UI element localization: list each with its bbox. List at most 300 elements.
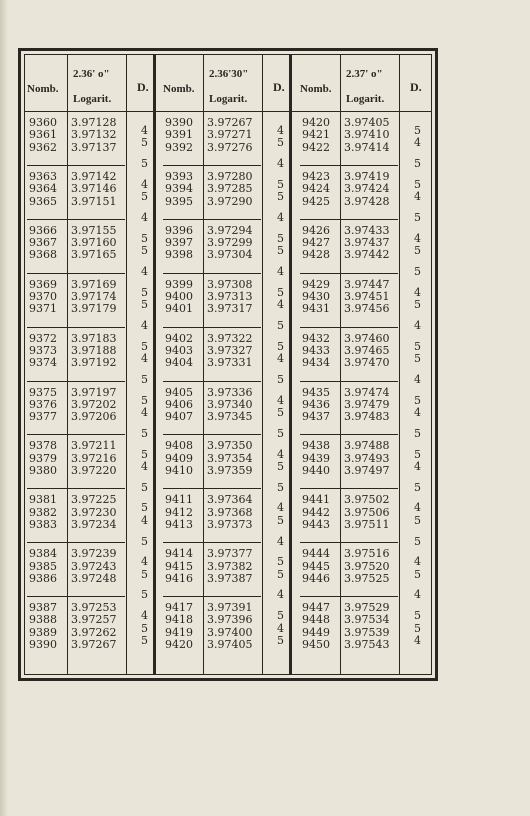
column-rule: [126, 55, 127, 674]
difference-cell: 5: [141, 339, 148, 353]
difference-cell: 5: [141, 501, 148, 515]
logarithm-cell: 3.97146: [71, 182, 117, 196]
group-rule: [163, 165, 261, 166]
group-rule: [27, 327, 125, 328]
column-rule: [67, 55, 68, 674]
difference-cell: 5: [414, 480, 421, 494]
logarithm-cell: 3.97373: [207, 517, 253, 531]
difference-cell: 5: [414, 211, 421, 225]
difference-cell: 4: [141, 459, 148, 473]
nomb-cell: 9385: [29, 559, 57, 573]
difference-cell: 4: [141, 555, 148, 569]
difference-cell: 5: [414, 393, 421, 407]
column-header-logarit: Logarit.: [209, 93, 248, 105]
group-rule: [27, 542, 125, 543]
group-rule: [27, 219, 125, 220]
difference-cell: 5: [141, 447, 148, 461]
group-rule: [27, 488, 125, 489]
group-rule: [163, 219, 261, 220]
logarithm-cell: 3.97419: [344, 169, 390, 183]
nomb-cell: 9394: [165, 182, 193, 196]
nomb-cell: 9420: [302, 116, 330, 129]
logarithm-cell: 3.97483: [344, 410, 390, 424]
nomb-cell: 9448: [302, 613, 330, 627]
nomb-cell: 9409: [165, 451, 193, 465]
logarithm-cell: 3.97447: [344, 277, 390, 291]
nomb-cell: 9438: [302, 439, 330, 453]
difference-cell: 4: [277, 211, 284, 225]
difference-cell: 5: [141, 621, 148, 635]
logarithm-cell: 3.97253: [71, 601, 117, 615]
difference-cell: 4: [141, 405, 148, 419]
difference-cell: 4: [414, 501, 421, 515]
difference-cell: 5: [277, 480, 284, 494]
header-rule: [25, 111, 431, 112]
nomb-cell: 9423: [302, 169, 330, 183]
column-rule: [203, 55, 204, 674]
nomb-cell: 9450: [302, 638, 330, 651]
logarithm-cell: 3.97276: [207, 140, 253, 154]
difference-cell: 4: [141, 265, 148, 279]
logarithm-cell: 3.97271: [207, 128, 253, 142]
difference-cell: 5: [414, 298, 421, 312]
difference-cell: 5: [414, 513, 421, 527]
column-header-d: D.: [410, 80, 422, 94]
logarithm-cell: 3.97424: [344, 182, 390, 196]
logarithm-cell: 3.97262: [71, 625, 117, 639]
difference-cell: 4: [141, 124, 148, 138]
logarithm-cell: 3.97382: [207, 559, 253, 573]
logarithm-cell: 3.97216: [71, 451, 117, 465]
nomb-cell: 9360: [29, 116, 57, 129]
group-rule: [27, 273, 125, 274]
difference-cell: 5: [141, 480, 148, 494]
difference-cell: 5: [277, 567, 284, 581]
nomb-cell: 9379: [29, 451, 57, 465]
logarithm-cell: 3.97460: [344, 331, 390, 345]
logarithm-cell: 3.97234: [71, 517, 117, 531]
logarithm-cell: 3.97192: [71, 356, 117, 370]
page-edge: [0, 0, 8, 816]
logarithm-cell: 3.97165: [71, 248, 117, 262]
group-rule: [300, 596, 398, 597]
nomb-cell: 9431: [302, 302, 330, 316]
difference-cell: 5: [141, 633, 148, 647]
difference-cell: 5: [414, 265, 421, 279]
nomb-cell: 9401: [165, 302, 193, 316]
nomb-cell: 9419: [165, 625, 193, 639]
nomb-cell: 9413: [165, 517, 193, 531]
nomb-cell: 9377: [29, 410, 57, 424]
logarithm-cell: 3.97304: [207, 248, 253, 262]
logarithm-cell: 3.97479: [344, 397, 390, 411]
nomb-cell: 9369: [29, 277, 57, 291]
nomb-cell: 9383: [29, 517, 57, 531]
nomb-cell: 9403: [165, 343, 193, 357]
nomb-cell: 9440: [302, 464, 330, 477]
logarithm-cell: 3.97345: [207, 410, 253, 424]
nomb-cell: 9428: [302, 248, 330, 262]
group-rule: [163, 542, 261, 543]
difference-cell: 4: [141, 513, 148, 527]
nomb-cell: 9384: [29, 547, 57, 561]
difference-cell: 4: [414, 136, 421, 150]
group-rule: [300, 381, 398, 382]
nomb-cell: 9400: [165, 290, 193, 303]
nomb-cell: 9386: [29, 571, 57, 585]
nomb-cell: 9421: [302, 128, 330, 142]
nomb-cell: 9447: [302, 601, 330, 615]
difference-cell: 5: [414, 157, 421, 171]
logarithm-cell: 3.97331: [207, 356, 253, 370]
nomb-cell: 9362: [29, 140, 57, 154]
logarithm-cell: 3.97142: [71, 169, 117, 183]
column-rule: [153, 55, 156, 674]
difference-cell: 4: [277, 501, 284, 515]
logarithm-cell: 3.97359: [207, 464, 253, 477]
nomb-cell: 9412: [165, 505, 193, 519]
difference-cell: 5: [277, 231, 284, 245]
difference-cell: 5: [277, 285, 284, 299]
nomb-cell: 9365: [29, 194, 57, 208]
logarithm-cell: 3.97433: [344, 223, 390, 237]
logarithm-cell: 3.97327: [207, 343, 253, 357]
column-header-nomb: Nomb.: [163, 83, 195, 95]
logarithm-cell: 3.97230: [71, 505, 117, 519]
nomb-cell: 9432: [302, 331, 330, 345]
difference-cell: 4: [414, 231, 421, 245]
difference-cell: 4: [277, 265, 284, 279]
logarithm-cell: 3.97132: [71, 128, 117, 142]
nomb-cell: 9446: [302, 571, 330, 585]
nomb-cell: 9441: [302, 493, 330, 507]
logarithm-cell: 3.97442: [344, 248, 390, 262]
logarithm-cell: 3.97183: [71, 331, 117, 345]
difference-cell: 5: [277, 633, 284, 647]
nomb-cell: 9402: [165, 331, 193, 345]
logarithm-cell: 3.97179: [71, 302, 117, 316]
logarithm-cell: 3.97197: [71, 385, 117, 399]
logarithm-cell: 3.97364: [207, 493, 253, 507]
nomb-cell: 9374: [29, 356, 57, 370]
logarithm-cell: 3.97248: [71, 571, 117, 585]
logarithm-cell: 3.97280: [207, 169, 253, 183]
logarithm-cell: 3.97493: [344, 451, 390, 465]
logarithm-cell: 3.97506: [344, 505, 390, 519]
nomb-cell: 9439: [302, 451, 330, 465]
nomb-cell: 9420: [165, 638, 193, 651]
logarithm-cell: 3.97502: [344, 493, 390, 507]
difference-cell: 5: [141, 231, 148, 245]
logarithm-cell: 3.97290: [207, 194, 253, 208]
logarithm-cell: 3.97350: [207, 439, 253, 453]
nomb-cell: 9375: [29, 385, 57, 399]
difference-cell: 5: [277, 318, 284, 332]
logarithm-cell: 3.97474: [344, 385, 390, 399]
logarithm-cell: 3.97354: [207, 451, 253, 465]
logarithm-cell: 3.97128: [71, 116, 117, 129]
group-rule: [300, 219, 398, 220]
nomb-cell: 9435: [302, 385, 330, 399]
nomb-cell: 9390: [29, 638, 57, 651]
logarithm-cell: 3.97396: [207, 613, 253, 627]
nomb-cell: 9363: [29, 169, 57, 183]
difference-cell: 5: [141, 588, 148, 602]
difference-cell: 4: [414, 633, 421, 647]
nomb-cell: 9430: [302, 290, 330, 303]
nomb-cell: 9378: [29, 439, 57, 453]
group-rule: [300, 327, 398, 328]
column-header-angle: 2.36' o": [73, 68, 110, 80]
difference-cell: 5: [277, 513, 284, 527]
difference-cell: 5: [277, 609, 284, 623]
difference-cell: 5: [277, 426, 284, 440]
nomb-cell: 9405: [165, 385, 193, 399]
logarithm-cell: 3.97428: [344, 194, 390, 208]
difference-cell: 5: [277, 190, 284, 204]
nomb-cell: 9367: [29, 236, 57, 250]
nomb-cell: 9434: [302, 356, 330, 370]
difference-cell: 5: [141, 426, 148, 440]
nomb-cell: 9372: [29, 331, 57, 345]
nomb-cell: 9380: [29, 464, 57, 477]
column-rule: [289, 55, 292, 674]
difference-cell: 5: [414, 178, 421, 192]
logarithm-cell: 3.97206: [71, 410, 117, 424]
difference-cell: 4: [414, 588, 421, 602]
logarithm-cell: 3.97437: [344, 236, 390, 250]
column-header-nomb: Nomb.: [27, 83, 59, 95]
difference-cell: 5: [141, 372, 148, 386]
logarithm-cell: 3.97414: [344, 140, 390, 154]
difference-cell: 5: [277, 372, 284, 386]
difference-cell: 5: [141, 567, 148, 581]
nomb-cell: 9429: [302, 277, 330, 291]
logarithm-cell: 3.97151: [71, 194, 117, 208]
difference-cell: 4: [141, 211, 148, 225]
column-header-nomb: Nomb.: [300, 83, 332, 95]
difference-cell: 5: [414, 124, 421, 138]
group-rule: [300, 165, 398, 166]
logarithm-cell: 3.97456: [344, 302, 390, 316]
nomb-cell: 9414: [165, 547, 193, 561]
nomb-cell: 9411: [165, 493, 193, 507]
difference-cell: 5: [141, 136, 148, 150]
logarithm-cell: 3.97525: [344, 571, 390, 585]
group-rule: [163, 381, 261, 382]
difference-cell: 5: [277, 405, 284, 419]
group-rule: [163, 327, 261, 328]
nomb-cell: 9364: [29, 182, 57, 196]
logarithm-cell: 3.97257: [71, 613, 117, 627]
logarithm-cell: 3.97405: [344, 116, 390, 129]
column-rule: [262, 55, 263, 674]
column-header-angle: 2.37' o": [346, 68, 383, 80]
difference-cell: 5: [277, 459, 284, 473]
difference-cell: 4: [414, 285, 421, 299]
logarithm-cell: 3.97299: [207, 236, 253, 250]
nomb-cell: 9418: [165, 613, 193, 627]
nomb-cell: 9443: [302, 517, 330, 531]
group-rule: [27, 596, 125, 597]
nomb-cell: 9371: [29, 302, 57, 316]
nomb-cell: 9370: [29, 290, 57, 303]
nomb-cell: 9415: [165, 559, 193, 573]
nomb-cell: 9437: [302, 410, 330, 424]
nomb-cell: 9442: [302, 505, 330, 519]
difference-cell: 5: [414, 447, 421, 461]
column-header-d: D.: [273, 80, 285, 94]
nomb-cell: 9361: [29, 128, 57, 142]
logarithm-cell: 3.97520: [344, 559, 390, 573]
nomb-cell: 9404: [165, 356, 193, 370]
logarithm-cell: 3.97543: [344, 638, 390, 651]
logarithm-cell: 3.97294: [207, 223, 253, 237]
difference-cell: 4: [277, 447, 284, 461]
logarithm-cell: 3.97174: [71, 290, 117, 303]
difference-cell: 4: [277, 588, 284, 602]
nomb-cell: 9416: [165, 571, 193, 585]
difference-cell: 5: [141, 157, 148, 171]
difference-cell: 4: [141, 352, 148, 366]
logarithm-cell: 3.97211: [71, 439, 117, 453]
nomb-cell: 9387: [29, 601, 57, 615]
group-rule: [163, 596, 261, 597]
logarithm-cell: 3.97317: [207, 302, 253, 316]
difference-cell: 4: [414, 190, 421, 204]
nomb-cell: 9399: [165, 277, 193, 291]
logarithm-cell: 3.97511: [344, 517, 390, 531]
logarithm-cell: 3.97516: [344, 547, 390, 561]
logarithm-cell: 3.97488: [344, 439, 390, 453]
logarithm-cell: 3.97225: [71, 493, 117, 507]
column-header-d: D.: [137, 80, 149, 94]
nomb-cell: 9392: [165, 140, 193, 154]
difference-cell: 4: [414, 555, 421, 569]
nomb-cell: 9417: [165, 601, 193, 615]
difference-cell: 5: [141, 190, 148, 204]
logarithm-cell: 3.97160: [71, 236, 117, 250]
group-rule: [27, 434, 125, 435]
group-rule: [300, 434, 398, 435]
group-rule: [163, 488, 261, 489]
difference-cell: 5: [141, 244, 148, 258]
logarithm-cell: 3.97340: [207, 397, 253, 411]
difference-cell: 5: [141, 298, 148, 312]
difference-cell: 5: [414, 339, 421, 353]
log-table-frame: [18, 48, 438, 681]
logarithm-cell: 3.97529: [344, 601, 390, 615]
difference-cell: 4: [277, 157, 284, 171]
difference-cell: 5: [414, 426, 421, 440]
logarithm-cell: 3.97267: [207, 116, 253, 129]
logarithm-cell: 3.97410: [344, 128, 390, 142]
difference-cell: 4: [141, 178, 148, 192]
difference-cell: 4: [414, 318, 421, 332]
logarithm-cell: 3.97202: [71, 397, 117, 411]
difference-cell: 5: [277, 339, 284, 353]
difference-cell: 4: [277, 352, 284, 366]
nomb-cell: 9397: [165, 236, 193, 250]
group-rule: [300, 488, 398, 489]
nomb-cell: 9368: [29, 248, 57, 262]
difference-cell: 5: [277, 244, 284, 258]
column-header-logarit: Logarit.: [346, 93, 385, 105]
difference-cell: 5: [414, 567, 421, 581]
logarithm-cell: 3.97322: [207, 331, 253, 345]
nomb-cell: 9407: [165, 410, 193, 424]
group-rule: [163, 273, 261, 274]
nomb-cell: 9444: [302, 547, 330, 561]
difference-cell: 4: [414, 405, 421, 419]
group-rule: [27, 381, 125, 382]
logarithm-cell: 3.97239: [71, 547, 117, 561]
difference-cell: 4: [277, 298, 284, 312]
logarithm-cell: 3.97400: [207, 625, 253, 639]
logarithm-cell: 3.97169: [71, 277, 117, 291]
logarithm-cell: 3.97534: [344, 613, 390, 627]
nomb-cell: 9433: [302, 343, 330, 357]
nomb-cell: 9373: [29, 343, 57, 357]
nomb-cell: 9381: [29, 493, 57, 507]
logarithm-cell: 3.97387: [207, 571, 253, 585]
logarithm-cell: 3.97137: [71, 140, 117, 154]
group-rule: [300, 273, 398, 274]
nomb-cell: 9376: [29, 397, 57, 411]
difference-cell: 5: [414, 609, 421, 623]
nomb-cell: 9390: [165, 116, 193, 129]
logarithm-cell: 3.97308: [207, 277, 253, 291]
nomb-cell: 9391: [165, 128, 193, 142]
logarithm-cell: 3.97377: [207, 547, 253, 561]
difference-cell: 5: [141, 393, 148, 407]
column-rule: [340, 55, 341, 674]
logarithm-cell: 3.97285: [207, 182, 253, 196]
logarithm-cell: 3.97155: [71, 223, 117, 237]
logarithm-cell: 3.97188: [71, 343, 117, 357]
difference-cell: 4: [277, 393, 284, 407]
logarithm-cell: 3.97405: [207, 638, 253, 651]
column-header-logarit: Logarit.: [73, 93, 112, 105]
nomb-cell: 9422: [302, 140, 330, 154]
logarithm-cell: 3.97539: [344, 625, 390, 639]
logarithm-cell: 3.97313: [207, 290, 253, 303]
nomb-cell: 9408: [165, 439, 193, 453]
logarithm-cell: 3.97451: [344, 290, 390, 303]
group-rule: [163, 434, 261, 435]
difference-cell: 4: [414, 372, 421, 386]
difference-cell: 4: [141, 609, 148, 623]
logarithm-cell: 3.97470: [344, 356, 390, 370]
difference-cell: 5: [414, 244, 421, 258]
nomb-cell: 9436: [302, 397, 330, 411]
difference-cell: 5: [141, 285, 148, 299]
nomb-cell: 9389: [29, 625, 57, 639]
difference-cell: 5: [141, 534, 148, 548]
difference-cell: 4: [277, 621, 284, 635]
logarithm-cell: 3.97267: [71, 638, 117, 651]
difference-cell: 5: [414, 352, 421, 366]
logarithm-cell: 3.97497: [344, 464, 390, 477]
nomb-cell: 9424: [302, 182, 330, 196]
difference-cell: 5: [277, 555, 284, 569]
nomb-cell: 9393: [165, 169, 193, 183]
difference-cell: 4: [414, 459, 421, 473]
nomb-cell: 9395: [165, 194, 193, 208]
nomb-cell: 9388: [29, 613, 57, 627]
column-header-angle: 2.36'30": [209, 68, 249, 80]
difference-cell: 5: [414, 534, 421, 548]
